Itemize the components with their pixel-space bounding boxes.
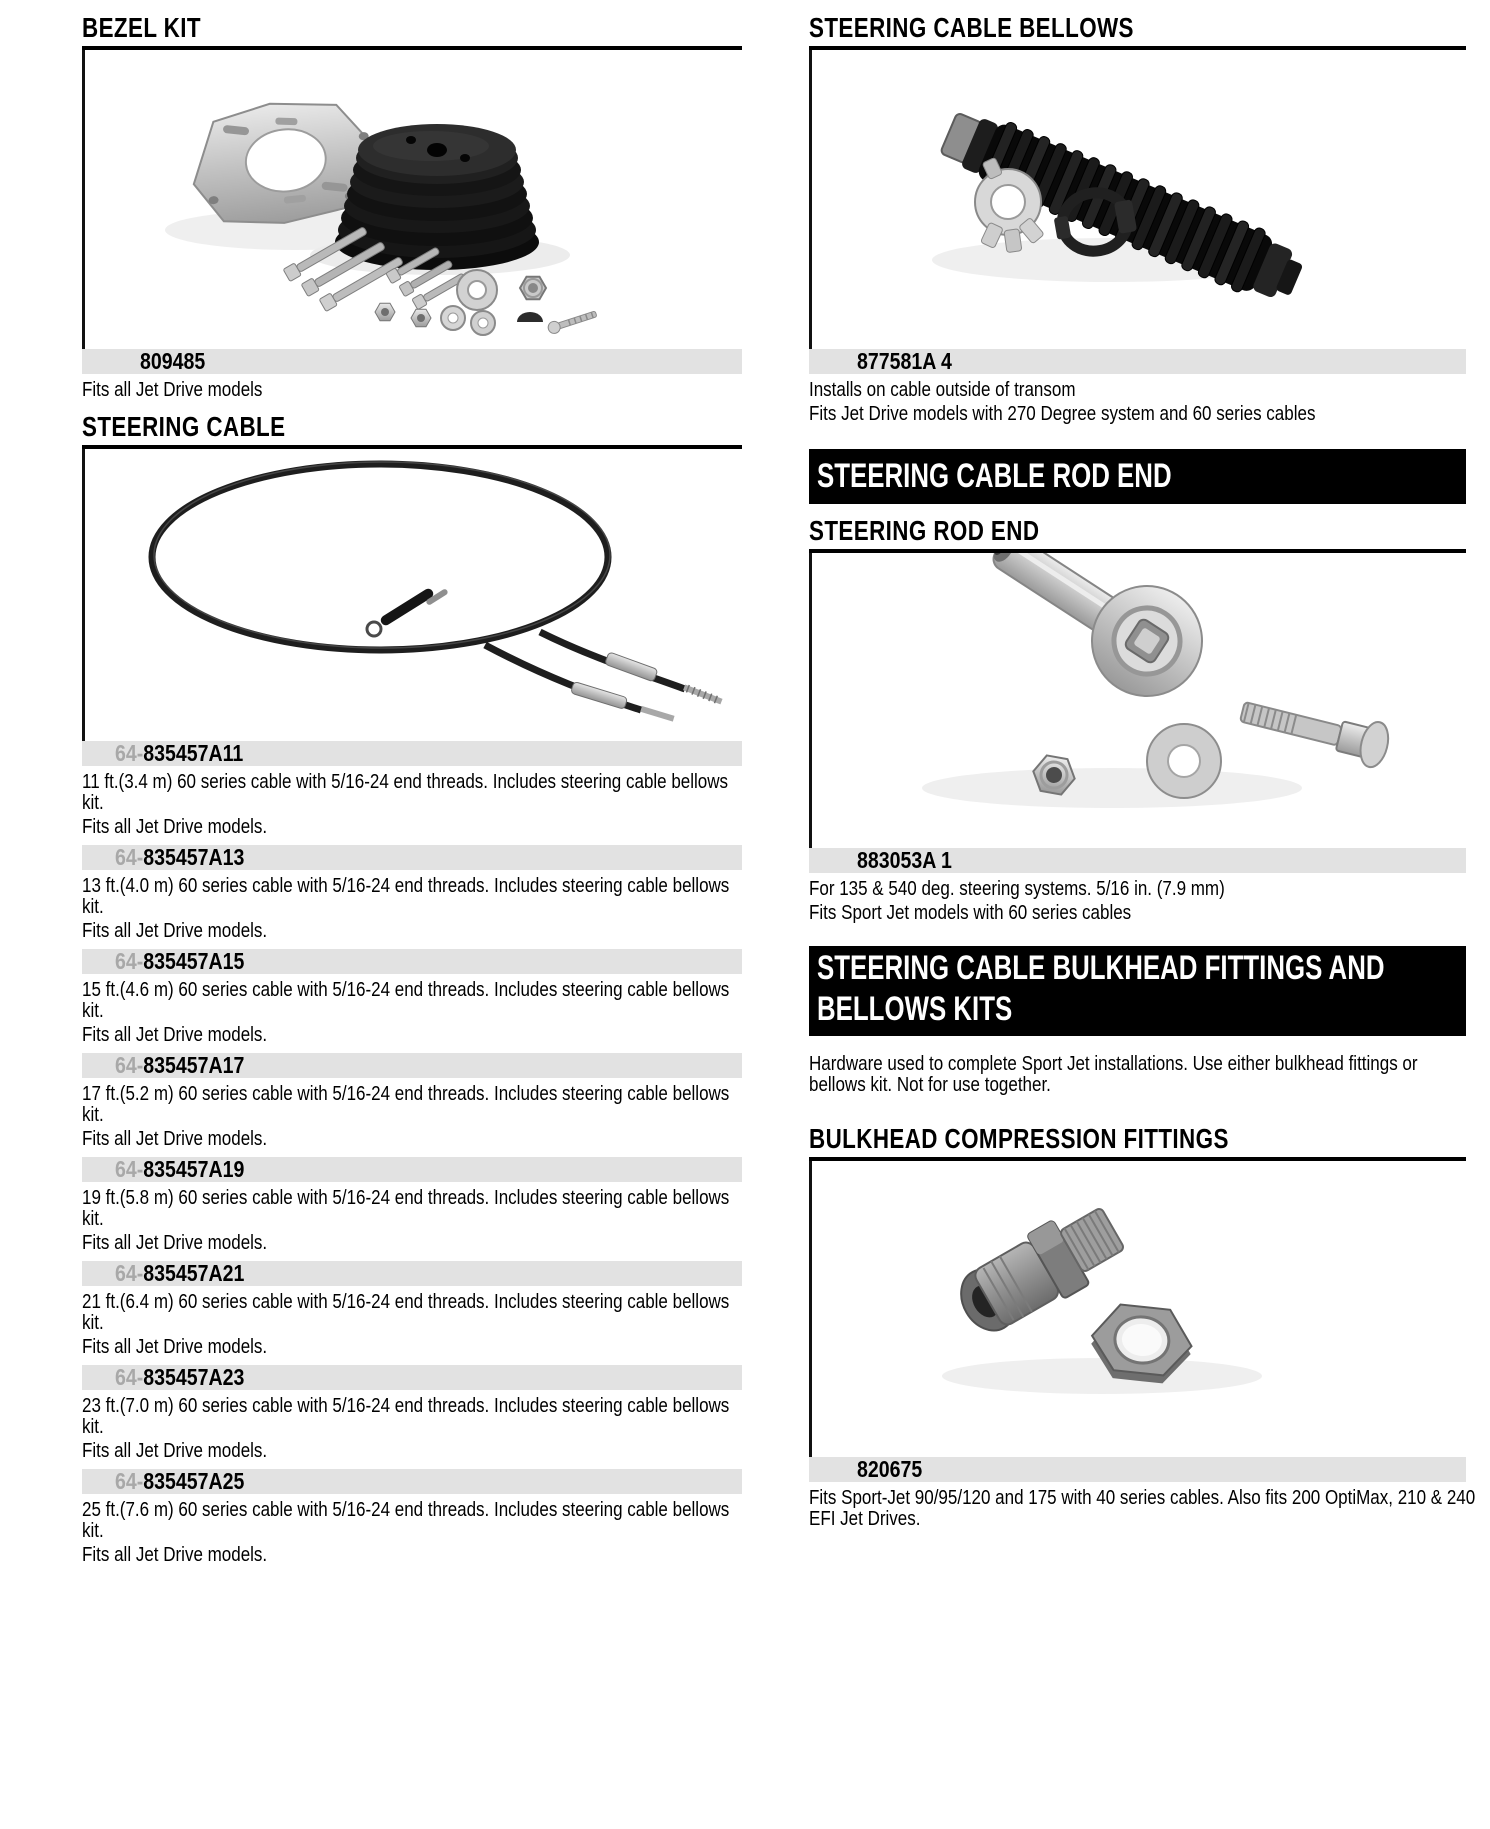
part-prefix: 64-	[115, 1053, 144, 1078]
install-note: Installs on cable outside of transom	[809, 379, 1076, 401]
cable-entry	[82, 845, 742, 942]
section-title-steering-rod-end	[809, 515, 1466, 553]
bulkhead-intro: Hardware used to complete Sport Jet installations. Use either bulkhead fittings or bellows kit. Not for use together.	[809, 1053, 1418, 1096]
part-number-bar	[82, 1469, 742, 1494]
rod-end-photo-svg	[812, 553, 1466, 848]
fits-note: Fits all Jet Drive models	[82, 379, 263, 401]
banner-bulkhead-fittings	[809, 946, 1466, 1036]
section-title-steering-cable	[82, 411, 742, 449]
cable-entry	[82, 1157, 742, 1254]
steering-cable-photo-svg	[85, 449, 742, 741]
fits-note: Fits all Jet Drive models.	[82, 1232, 268, 1254]
part-number-bar	[82, 1365, 742, 1390]
part-number-bar	[82, 741, 742, 766]
part-prefix: 64-	[115, 741, 144, 766]
part-number-bar	[82, 1053, 742, 1078]
part-prefix: 64-	[115, 1365, 144, 1390]
part-number-text: 835457A15	[143, 949, 245, 974]
cable-entry	[82, 1469, 742, 1566]
fits-note: Fits all Jet Drive models.	[82, 920, 268, 942]
part-number-bar	[82, 1261, 742, 1286]
part-number-bar	[82, 845, 742, 870]
part-number-bar	[809, 1457, 1466, 1482]
part-number-text: 835457A11	[143, 741, 244, 766]
part-prefix: 64-	[115, 1157, 144, 1182]
part-prefix: 64-	[115, 1261, 144, 1286]
part-number	[115, 1053, 244, 1078]
part-description: 25 ft.(7.6 m) 60 series cable with 5/16-24 end threads. Includes steering cable bellows kit.	[82, 1499, 730, 1542]
fits-note: Fits all Jet Drive models.	[82, 1440, 268, 1462]
part-number-text: 835457A25	[143, 1469, 245, 1494]
part-number	[115, 949, 244, 974]
banner-text: STEERING CABLE ROD END	[817, 457, 1172, 495]
part-number-bar	[809, 848, 1466, 873]
fits-note: Fits all Jet Drive models.	[82, 1128, 268, 1150]
fits-note: Fits Sport Jet models with 60 series cables	[809, 902, 1132, 924]
fits-note: Fits Jet Drive models with 270 Degree system and 60 series cables	[809, 403, 1316, 425]
section-title-bezel-kit	[82, 12, 742, 50]
part-number-text: 835457A17	[143, 1053, 245, 1078]
right-column	[809, 0, 1476, 1530]
part-description: 19 ft.(5.8 m) 60 series cable with 5/16-24 end threads. Includes steering cable bellows kit.	[82, 1187, 730, 1230]
section-title-text: BEZEL KIT	[82, 12, 201, 43]
banner-steering-cable-rod-end	[809, 449, 1466, 504]
part-number	[115, 1157, 244, 1182]
part-number: 883053A 1	[857, 848, 952, 873]
part-prefix: 64-	[115, 845, 144, 870]
bellows-kit-photo	[809, 50, 1466, 349]
part-description: Fits Sport-Jet 90/95/120 and 175 with 40 series cables. Also fits 200 OptiMax, 210 & 240 EFI Jet Drives.	[809, 1487, 1476, 1530]
section-title-bulkhead-compression-fittings	[809, 1123, 1466, 1161]
cable-entry	[82, 1365, 742, 1462]
part-number-text: 835457A21	[143, 1261, 245, 1286]
part-number-bar	[82, 949, 742, 974]
part-description: 15 ft.(4.6 m) 60 series cable with 5/16-24 end threads. Includes steering cable bellows kit.	[82, 979, 730, 1022]
part-number: 877581A 4	[857, 349, 952, 374]
cable-entry	[82, 949, 742, 1046]
part-number	[115, 1365, 244, 1390]
section-title-text: BULKHEAD COMPRESSION FITTINGS	[809, 1123, 1229, 1154]
fits-note: Fits all Jet Drive models.	[82, 1336, 268, 1358]
part-description: 21 ft.(6.4 m) 60 series cable with 5/16-24 end threads. Includes steering cable bellows kit.	[82, 1291, 730, 1334]
section-title-text: STEERING ROD END	[809, 515, 1040, 546]
part-number-text: 835457A23	[143, 1365, 245, 1390]
part-number	[115, 1469, 244, 1494]
fits-note: Fits all Jet Drive models.	[82, 816, 268, 838]
part-prefix: 64-	[115, 949, 144, 974]
steering-cable-photo	[82, 449, 742, 741]
spec-note: For 135 & 540 deg. steering systems. 5/16 in. (7.9 mm)	[809, 878, 1225, 900]
part-number	[115, 1261, 244, 1286]
compression-fitting-photo-svg	[812, 1161, 1466, 1457]
banner-text: STEERING CABLE BULKHEAD FITTINGS AND BELLOWS KITS	[817, 949, 1385, 1028]
part-number-bar	[82, 1157, 742, 1182]
fits-note: Fits all Jet Drive models.	[82, 1024, 268, 1046]
part-number: 820675	[857, 1457, 923, 1482]
left-column	[82, 0, 742, 1573]
part-number: 809485	[140, 349, 206, 374]
part-prefix: 64-	[115, 1469, 144, 1494]
cable-entry	[82, 1261, 742, 1358]
bezel-kit-photo	[82, 50, 742, 349]
part-description: 23 ft.(7.0 m) 60 series cable with 5/16-24 end threads. Includes steering cable bellows kit.	[82, 1395, 730, 1438]
cable-entry	[82, 741, 742, 838]
rod-end-photo	[809, 553, 1466, 848]
part-number	[115, 845, 244, 870]
bellows-kit-photo-svg	[812, 50, 1466, 349]
part-number-text: 835457A13	[143, 845, 245, 870]
section-title-text: STEERING CABLE	[82, 411, 286, 442]
fits-note: Fits all Jet Drive models.	[82, 1544, 268, 1566]
bezel-kit-photo-svg	[85, 50, 742, 349]
part-description: 11 ft.(3.4 m) 60 series cable with 5/16-24 end threads. Includes steering cable bellows kit.	[82, 771, 729, 814]
section-title-steering-cable-bellows	[809, 12, 1466, 50]
part-number-bar	[809, 349, 1466, 374]
part-number-text: 835457A19	[143, 1157, 245, 1182]
part-description: 17 ft.(5.2 m) 60 series cable with 5/16-24 end threads. Includes steering cable bellows kit.	[82, 1083, 730, 1126]
part-number-bar	[82, 349, 742, 374]
compression-fitting-photo	[809, 1161, 1466, 1457]
section-title-text: STEERING CABLE BELLOWS	[809, 12, 1134, 43]
part-number	[115, 741, 243, 766]
cable-entry	[82, 1053, 742, 1150]
part-description: 13 ft.(4.0 m) 60 series cable with 5/16-24 end threads. Includes steering cable bellows kit.	[82, 875, 730, 918]
